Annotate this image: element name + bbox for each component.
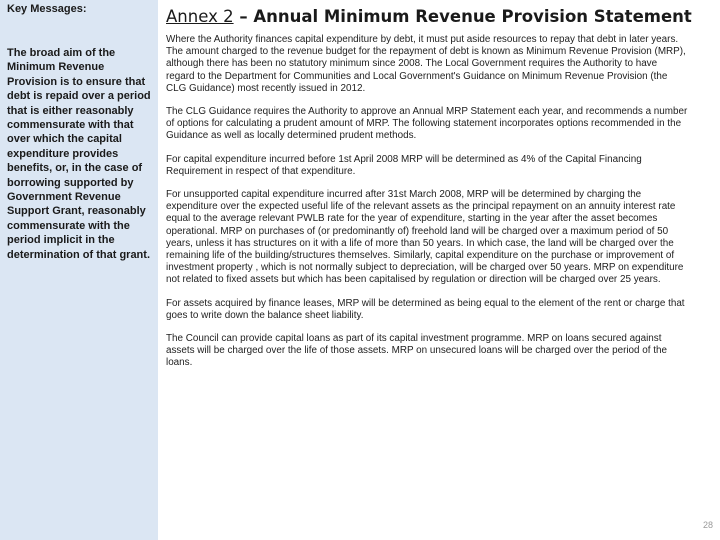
paragraph-pre-2008: For capital expenditure incurred before 1st April 2008 MRP will be determined as 4% of the Capital Financing Requirement in respect of that expenditure.	[166, 153, 642, 177]
statement-body	[166, 34, 688, 381]
main-content	[166, 0, 716, 540]
key-messages-sidebar	[0, 0, 158, 540]
title-text: Annual Minimum Revenue Provision Statement	[253, 7, 692, 26]
page-number: 28	[702, 520, 713, 530]
annex-label: Annex 2	[166, 7, 234, 26]
paragraph-mrp-intro: Where the Authority finances capital expenditure by debt, it must put aside resources to repay that debt in later years. The amount charged to the revenue budget for the repayment of debt is known as Minimum Revenue Provision (MRP), although there has been no statutory minimum since 2008. The Local Government requires the Authority to have regard to the Department for Communities and Local Government's Guidance on Minimum Revenue Provision (the CLG Guidance) most recently issued in 2012.	[166, 34, 686, 94]
paragraph-finance-leases: For assets acquired by finance leases, MRP will be determined as being equal to the element of the rent or charge that goes to write down the balance sheet liability.	[166, 297, 685, 321]
key-message-text: The broad aim of the Minimum Revenue Provision is to ensure that debt is repaid over a period that is either reasonably commensurate with that over which the capital expenditure provides benefits, or, in the case of borrowing supported by Government Revenue Support Grant, reasonably commensurate with the period implicit in the determination of that grant.	[7, 47, 151, 261]
key-messages-title: Key Messages:	[7, 3, 87, 15]
paragraph-unsupported-expenditure: For unsupported capital expenditure incurred after 31st March 2008, MRP will be determined by charging the expenditure over the expected useful life of the relevant assets as the principal repayment on an annuity interest rate equal to the average relevant PWLB rate for the year of expenditure, starting in the year after the asset becomes operational. MRP on purchases of (or predominantly of) freehold land will be charged over a maximum period of 50 years, unless it has structures on it with a life of more than 50 years. In which case, the land will be charged over the remaining life of the building/structures themselves. Similarly, capital expenditure on the purchase or improvement of investment property , which is not normally subject to depreciation, will be charged over 50 years. MRP on expenditure not related to fixed assets but which has been capitalised by regulation or direction will be charged over 25 years.	[166, 189, 684, 286]
title-separator: –	[233, 7, 254, 26]
page-title	[166, 6, 716, 28]
paragraph-clg-guidance: The CLG Guidance requires the Authority to approve an Annual MRP Statement each year, and recommends a number of options for calculating a prudent amount of MRP. The following statement incorporates options recommended in the Guidance as well as locally determined prudent methods.	[166, 106, 688, 142]
paragraph-capital-loans: The Council can provide capital loans as part of its capital investment programme. MRP on loans secured against assets will be charged over the life of those assets. MRP on unsecured loans will be charged over the period of the loans.	[166, 333, 667, 369]
